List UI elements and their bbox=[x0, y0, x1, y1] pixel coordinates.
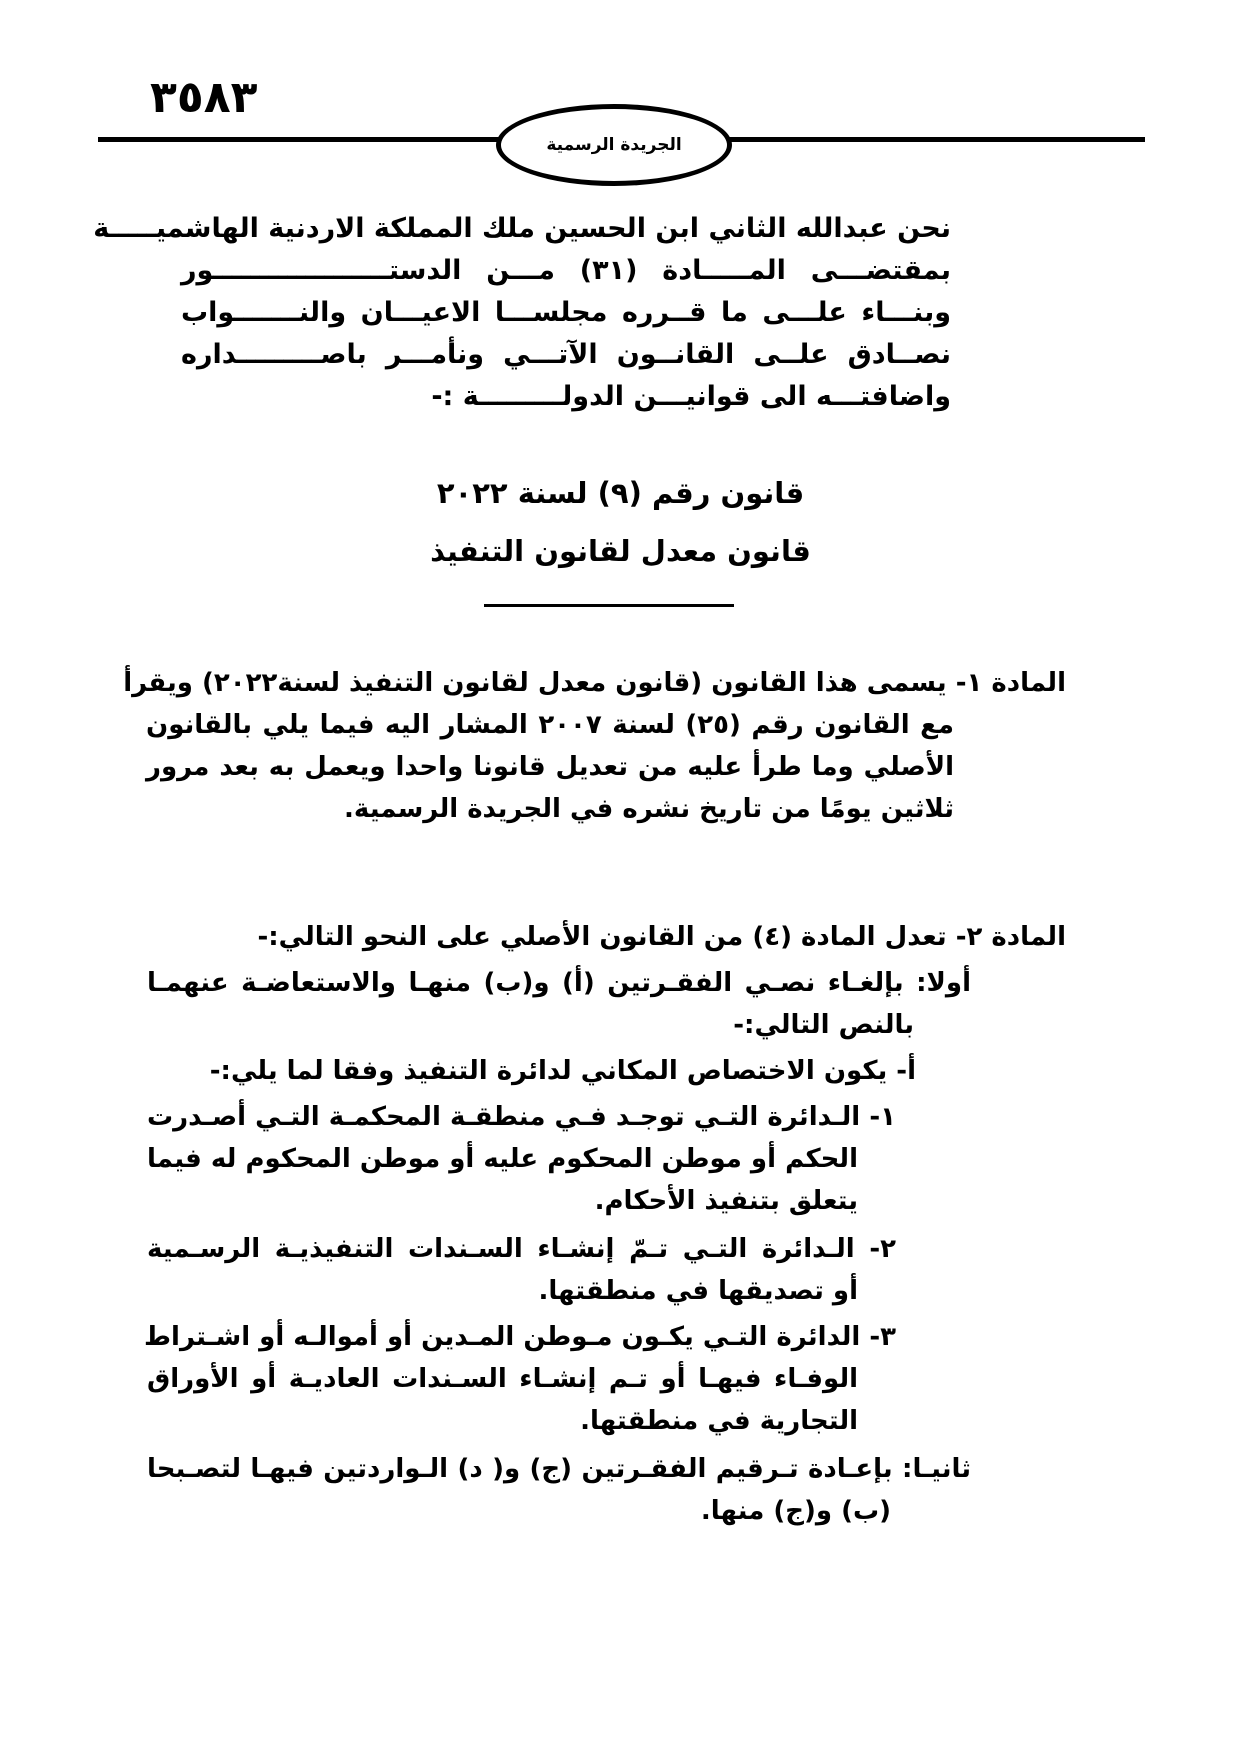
preamble bbox=[93, 208, 952, 418]
title-underline bbox=[484, 604, 734, 607]
item-3-line: ٣- الدائرة التـي يكـون مـوطن المـدين أو أموالـه أو اشـتراط bbox=[144, 1322, 896, 1352]
article-1-line: مع القانون رقم (٢٥) لسنة ٢٠٠٧ المشار اليه فيما يلي بالقانون bbox=[146, 710, 955, 740]
item-3-line: الوفـاء فيهـا أو تـم إنشـاء السـندات العاديـة أو الأوراق bbox=[147, 1364, 858, 1394]
second-label-line: (ب) و(ج) منها. bbox=[700, 1496, 891, 1526]
article-1-line: الأصلي وما طرأ عليه من تعديل قانونا واحدا ويعمل به بعد مرور bbox=[146, 752, 954, 782]
preamble-line: بمقتضـــى المـــــادة (٣١) مـــن الدستـــــــــــــــــــور bbox=[181, 255, 952, 286]
item-3 bbox=[144, 1316, 896, 1442]
item-1-line: ١- الـدائرة التـي توجـد فـي منطقـة المحكمـة التـي أصـدرت bbox=[147, 1102, 896, 1132]
first-label-line: أولا: بإلغـاء نصـي الفقـرتين (أ) و(ب) منهـا والاستعاضـة عنهمـا bbox=[147, 968, 971, 998]
item-2-line: ٢- الـدائرة التـي تـمّ إنشـاء السـندات التنفيذيـة الرسـمية bbox=[147, 1234, 896, 1264]
item-2 bbox=[147, 1228, 896, 1312]
preamble-line: نحن عبدالله الثاني ابن الحسين ملك المملكة الاردنية الهاشميـــــة bbox=[93, 213, 951, 244]
law-name-title: قانون معدل لقانون التنفيذ bbox=[430, 534, 811, 568]
page-number: ٣٥٨٣ bbox=[150, 72, 258, 123]
article-2-second-label bbox=[147, 1448, 971, 1532]
item-3-line: التجارية في منطقتها. bbox=[580, 1406, 858, 1436]
item-1 bbox=[147, 1096, 896, 1222]
second-label-line: ثانيـا: بإعـادة تـرقيم الفقـرتين (ج) و( د) الـواردتين فيهـا لتصـبحا bbox=[147, 1454, 971, 1484]
article-2-first-label bbox=[147, 962, 971, 1046]
gazette-name: الجريدة الرسمية bbox=[546, 135, 682, 155]
first-label-line: بالنص التالي:- bbox=[733, 1010, 914, 1040]
item-1-line: يتعلق بتنفيذ الأحكام. bbox=[594, 1186, 858, 1216]
clause-a: أ- يكون الاختصاص المكاني لدائرة التنفيذ وفقا لما يلي:- bbox=[209, 1056, 916, 1086]
item-2-line: أو تصديقها في منطقتها. bbox=[538, 1276, 858, 1306]
preamble-line: وبنـــاء علـــى ما قــرره مجلســـا الاعيـــان والنـــــــواب bbox=[181, 297, 951, 328]
law-number-title: قانون رقم (٩) لسنة ٢٠٢٢ bbox=[436, 476, 805, 510]
gazette-name-badge bbox=[496, 104, 732, 186]
article-2-intro: المادة ٢- تعدل المادة (٤) من القانون الأصلي على النحو التالي:- bbox=[257, 922, 1066, 952]
article-1-line: المادة ١- يسمى هذا القانون (قانون معدل لقانون التنفيذ لسنة٢٠٢٢) ويقرأ bbox=[123, 668, 1066, 698]
article-1-line: ثلاثين يومًا من تاريخ نشره في الجريدة الرسمية. bbox=[344, 794, 954, 824]
item-1-line: الحكم أو موطن المحكوم عليه أو موطن المحكوم له فيما bbox=[147, 1144, 858, 1174]
preamble-line: نصــادق علــى القانــون الآتـــي ونأمـــر باصـــــــــداره bbox=[181, 339, 951, 370]
preamble-line: واضافتـــه الى قوانيـــن الدولـــــــــة :- bbox=[431, 381, 951, 412]
article-1 bbox=[123, 662, 1066, 830]
